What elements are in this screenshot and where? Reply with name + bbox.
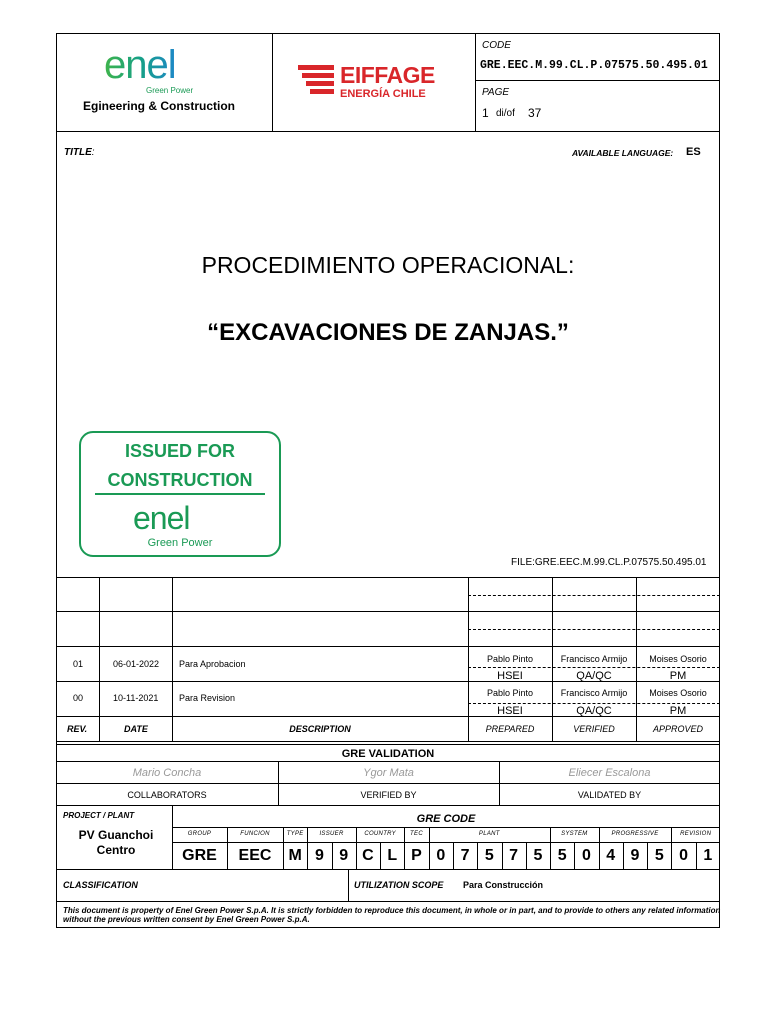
classification-bottom (56, 901, 720, 902)
validation-title: GRE VALIDATION (341, 748, 435, 760)
gre-code-cell: 9 (630, 847, 640, 864)
approved-header: APPROVED (652, 724, 703, 734)
gre-code-cell-divider (227, 842, 228, 869)
eiffage-name: EIFFAGE (340, 62, 435, 88)
gre-code-cell: M (288, 847, 302, 864)
heading-procedure: PROCEDIMIENTO OPERACIONAL: (201, 252, 575, 278)
gre-code-cell-divider (526, 842, 527, 869)
gre-code-field-label: PLANT (478, 831, 500, 837)
utilization-scope-label: UTILIZATION SCOPE (354, 880, 444, 890)
code-value: GRE.EEC.M.99.CL.P.07575.50.495.01 (480, 59, 708, 72)
gre-code-cell: 7 (460, 847, 470, 864)
stamp-sub: Green Power (147, 537, 213, 549)
validation-bottom (56, 805, 720, 806)
gre-code-cell: 0 (582, 847, 591, 864)
rev-table-bottom (56, 741, 720, 742)
gre-code-cell: P (411, 847, 422, 864)
gre-code-label-divider (356, 827, 357, 842)
rev-verified-name: Francisco Armijo (560, 688, 628, 698)
validation-line-2 (56, 783, 720, 784)
rev-approved-name: Moises Osorio (649, 688, 707, 698)
gre-code-cell-divider (696, 842, 697, 869)
rev-col-1 (99, 577, 100, 741)
validation-line-1 (56, 761, 720, 762)
gre-code-cell: EEC (238, 847, 272, 864)
stamp-enel-logo-icon (133, 500, 229, 536)
enel-sub-text: Green Power (146, 86, 194, 95)
description-header: DESCRIPTION (289, 724, 351, 734)
gre-code-cell: 5 (484, 847, 494, 864)
gre-code-label-divider (429, 827, 430, 842)
validator-name: Eliecer Escalona (568, 767, 651, 779)
gre-code-cell-divider (404, 842, 405, 869)
issued-for-construction-stamp (79, 431, 281, 557)
gre-code-cell-divider (502, 842, 503, 869)
validation-top (56, 744, 720, 745)
gre-code-cell: C (362, 847, 374, 864)
enel-logo-icon (104, 42, 216, 88)
gre-code-field-label: ISSUER (319, 831, 344, 837)
rev-description: Para Revision (179, 693, 236, 703)
rev-number: 01 (73, 659, 84, 669)
stamp-line-2: CONSTRUCTION (107, 470, 253, 490)
division-text: Egineering & Construction (83, 99, 236, 113)
eiffage-sub: ENERGÍA CHILE (340, 88, 426, 100)
gre-code-cell: 0 (436, 847, 446, 864)
rev-verified-role: QA/QC (576, 705, 612, 717)
rev-table-top (56, 577, 720, 578)
page-number: 1 (482, 106, 489, 120)
gre-code-field-label: FUNCION (240, 831, 270, 837)
gre-code-label-divider (283, 827, 284, 842)
file-reference: FILE:GRE.EEC.M.99.CL.P.07575.50.495.01 (511, 557, 707, 568)
rev-prepared-name: Pablo Pinto (486, 688, 534, 698)
verified-header: VERIFIED (573, 724, 615, 734)
svg-text:enel: enel (133, 500, 190, 536)
header-divider-code (475, 80, 720, 81)
gre-code-cell-divider (429, 842, 430, 869)
date-header: DATE (124, 724, 148, 734)
gre-code-cell-divider (647, 842, 648, 869)
project-name-line-2: Centro (96, 843, 136, 857)
page-total: 37 (528, 106, 542, 120)
gre-code-cell: 9 (314, 847, 324, 864)
prepared-header: PREPARED (485, 724, 535, 734)
gre-code-cell-divider (477, 842, 478, 869)
rev-approved-role: PM (669, 705, 687, 717)
rev-prepared-name: Pablo Pinto (486, 654, 534, 664)
rev-prepared-role: HSEI (497, 670, 523, 682)
rev-dash-1 (468, 595, 720, 596)
verified-by-label: VERIFIED BY (360, 790, 417, 800)
header-divider-1 (272, 33, 273, 131)
gre-code-line-2 (172, 842, 720, 843)
language-label: AVAILABLE LANGUAGE: (572, 148, 674, 158)
gre-code-cell-divider (307, 842, 308, 869)
stamp-line-1: ISSUED FOR (124, 441, 235, 461)
verifier-name: Ygor Mata (363, 767, 414, 779)
gre-code-cell-divider (356, 842, 357, 869)
rev-header: REV. (67, 724, 88, 734)
gre-code-label-divider (227, 827, 228, 842)
gre-code-label-divider (671, 827, 672, 842)
rev-date: 10-11-2021 (113, 693, 159, 703)
rev-date: 06-01-2022 (113, 659, 160, 669)
collaborator-name: Mario Concha (132, 767, 202, 779)
code-label: CODE (482, 40, 511, 51)
gre-code-label-divider (404, 827, 405, 842)
header-bottom-line (56, 131, 720, 132)
gre-code-field-label: GROUP (187, 831, 212, 837)
stamp-divider (95, 493, 265, 495)
gre-code-cell-divider (671, 842, 672, 869)
validated-by-label: VALIDATED BY (577, 790, 642, 800)
gre-code-label-divider (550, 827, 551, 842)
gre-code-field-label: TYPE (286, 831, 304, 837)
gre-code-title: GRE CODE (416, 813, 476, 825)
gre-code-cell-divider (283, 842, 284, 869)
rev-dash-3 (468, 667, 720, 668)
gre-code-cell: 4 (606, 847, 616, 864)
utilization-scope-value: Para Construcción (463, 880, 544, 890)
header-divider-2 (475, 33, 476, 131)
rev-verified-role: QA/QC (576, 670, 612, 682)
rev-table-line-2 (56, 646, 720, 647)
gre-code-cell: 9 (339, 847, 349, 864)
rev-approved-name: Moises Osorio (649, 654, 707, 664)
gre-code-line-1 (172, 827, 720, 828)
gre-code-cell-divider (453, 842, 454, 869)
project-label: PROJECT / PLANT (63, 811, 135, 820)
svg-text:enel: enel (104, 43, 176, 87)
page-separator: di/of (496, 108, 515, 119)
rev-table-line-1 (56, 611, 720, 612)
gre-code-field-label: TEC (410, 831, 423, 837)
rev-description: Para Aprobacion (179, 659, 246, 669)
gre-code-cell: 1 (703, 847, 713, 864)
gre-code-field-label: SYSTEM (561, 831, 588, 837)
collaborators-label: COLLABORATORS (127, 790, 207, 800)
rev-number: 00 (73, 693, 84, 703)
gre-code-field-label: PROGRESSIVE (611, 831, 659, 837)
gre-code-cell: 0 (679, 847, 689, 864)
language-value: ES (686, 146, 701, 158)
footer-line-2: without the previous written consent by Enel Green Power S.p.A. (63, 915, 310, 924)
rev-prepared-role: HSEI (497, 705, 523, 717)
classification-label: CLASSIFICATION (63, 880, 138, 890)
gre-code-cell: 5 (533, 847, 543, 864)
heading-title: “EXCAVACIONES DE ZANJAS.” (207, 319, 569, 346)
page-label: PAGE (482, 87, 510, 98)
gre-code-bottom (56, 869, 720, 870)
rev-dash-4 (468, 703, 720, 704)
gre-code-cell: L (387, 847, 398, 864)
gre-code-field-label: COUNTRY (364, 831, 396, 837)
rev-col-2 (172, 577, 173, 741)
gre-code-cell: 7 (509, 847, 519, 864)
rev-dash-2 (468, 629, 720, 630)
gre-code-field-label: REVISION (680, 831, 712, 837)
gre-code-cell-divider (332, 842, 333, 869)
footer-line-1: This document is property of Enel Green Power S.p.A. It is strictly forbidden to reproduce this document, in whole or in part, and to provide to others any related information (63, 906, 721, 915)
gre-code-cell: 5 (557, 847, 567, 864)
gre-code-cell-divider (623, 842, 624, 869)
classification-divider (348, 869, 349, 901)
gre-code-cell-divider (380, 842, 381, 869)
gre-code-cell-divider (599, 842, 600, 869)
gre-code-cell: GRE (182, 847, 217, 864)
rev-verified-name: Francisco Armijo (560, 654, 628, 664)
gre-code-cell-divider (574, 842, 575, 869)
gre-code-cell: 5 (654, 847, 664, 864)
project-name-line-1: PV Guanchoi (78, 828, 154, 842)
gre-code-cell-divider (550, 842, 551, 869)
gre-code-label-divider (307, 827, 308, 842)
eiffage-logo-icon (298, 63, 338, 99)
rev-approved-role: PM (669, 670, 687, 682)
title-label: TITLE: (64, 147, 95, 158)
gre-code-label-divider (599, 827, 600, 842)
